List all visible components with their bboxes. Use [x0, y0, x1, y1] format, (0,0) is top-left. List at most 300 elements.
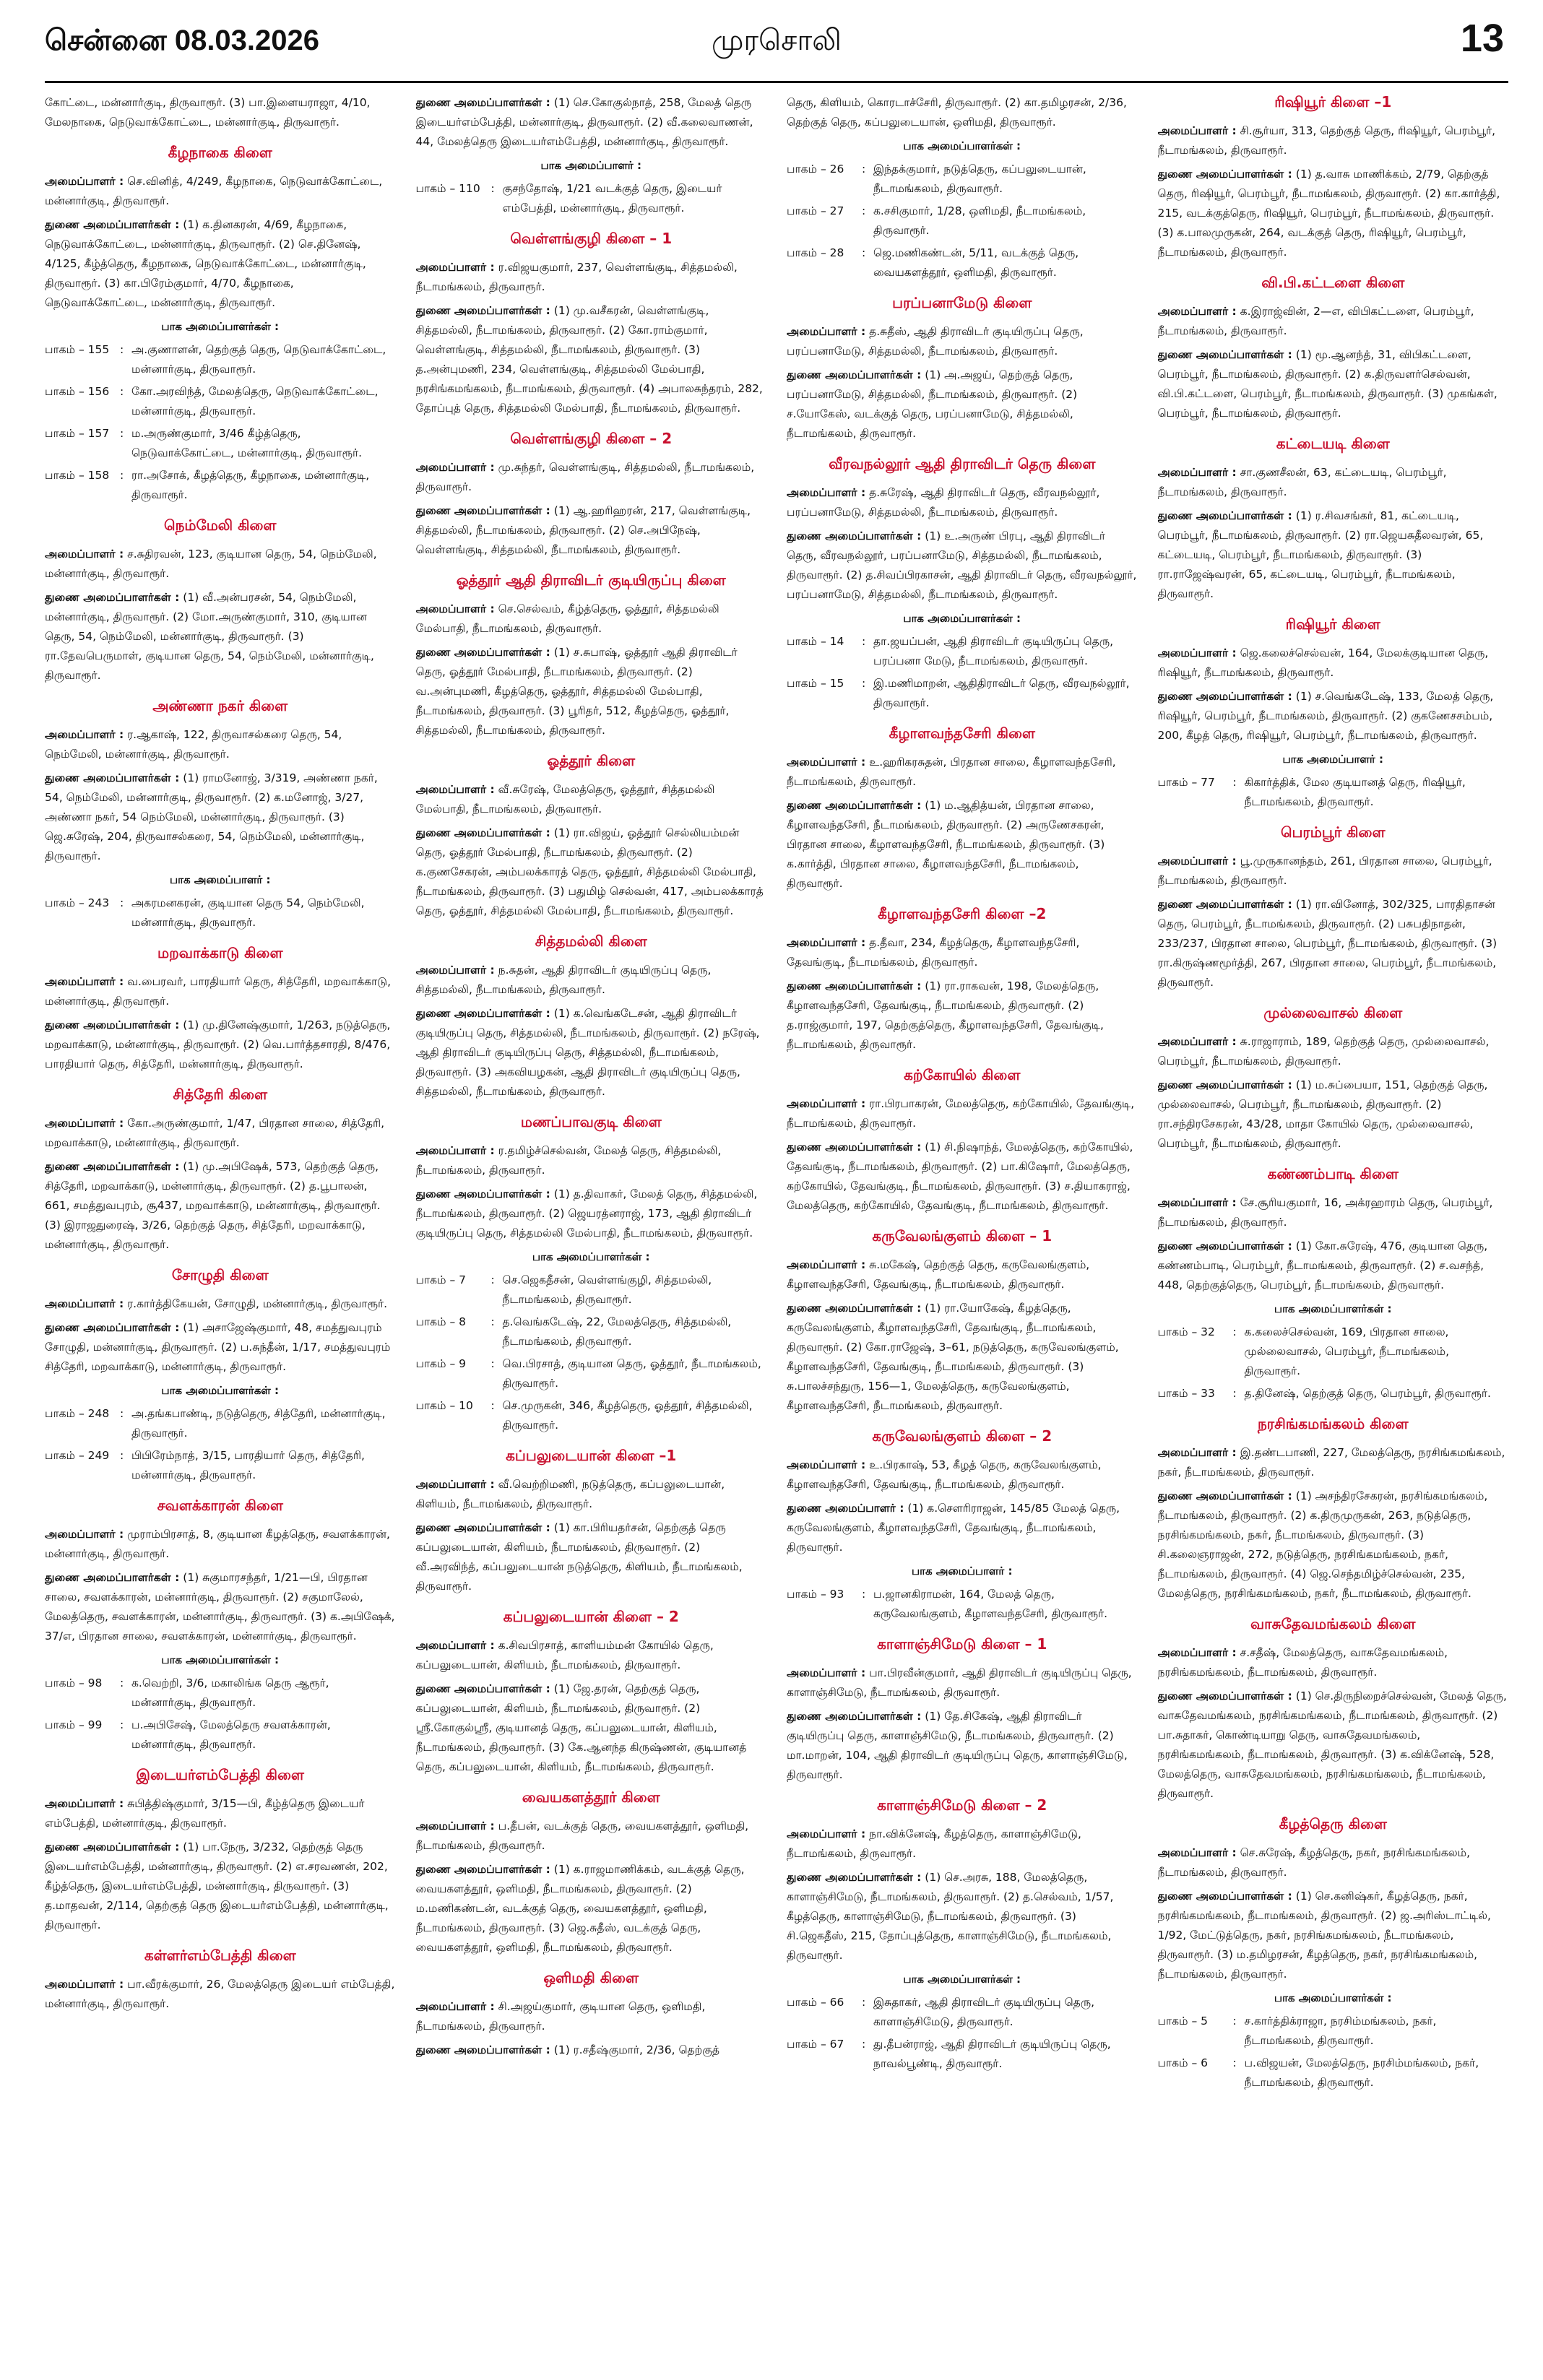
deputy-organisers-text: (1) ராமனோஜ், 3/319, அண்ணா நகர், 54, நெம்மேலி, மன்னார்குடி, திருவாரூர். (2) க.மனோஜ், 3/27, அண்ணா நகர், 54 நெம்மேலி, மன்னார்குடி, திருவாரூர். (3) ஜெ.சுரேஷ், 204, திருவாசல்கரை, 54, நெம்மேலி, மன்னார்குடி, திருவாரூர்.: [45, 771, 378, 862]
deputy-organisers-entry: [1158, 1237, 1509, 1295]
deputy-organisers-label: துணை அமைப்பாளர்கள் :: [1157, 1890, 1292, 1903]
booth-entry: [1158, 2054, 1509, 2093]
booth-organisers-heading: பாக அமைப்பாளர்கள் :: [161, 1384, 280, 1397]
organiser-label: அமைப்பாளர் :: [1157, 854, 1237, 867]
branch-section: [787, 294, 1138, 443]
branch-title: நெம்மேலி கிளை: [164, 516, 277, 534]
deputy-organisers-label: துணை அமைப்பாளர்கள் :: [415, 1863, 550, 1876]
booth-number: பாகம் – 33: [1157, 1387, 1215, 1400]
branch-section: [787, 455, 1138, 713]
booth-organisers-heading: பாக அமைப்பாளர் :: [169, 873, 271, 886]
organiser-text: சு.மகேஷ், தெற்குத் தெரு, கருவேலங்குளம், கீழாளவந்தசேரி, தேவங்குடி, நீடாமங்கலம், திருவாரூர்.: [787, 1258, 1090, 1291]
branch-title: இடையர்எம்பேத்தி கிளை: [136, 1766, 304, 1783]
deputy-organisers-label: துணை அமைப்பாளர்கள் :: [1157, 509, 1292, 522]
branch-title: நரசிங்கமங்கலம் கிளை: [1257, 1415, 1409, 1432]
deputy-organisers-text: (1) செ.கோகுல்நாத், 258, மேலத் தெரு இடையர்எம்பேத்தி, மன்னார்குடி, திருவாரூர். (2) வீ.கலைவாணன், 44, மேலத்தெரு இடையர்எம்பேத்தி, மன்னார்குடி, திருவாரூர்.: [415, 96, 753, 148]
branch-section: [1158, 1415, 1509, 1604]
booth-organiser-text: ரா.அசோக், கீழத்தெரு, கீழநாகை, மன்னார்குடி, திருவாரூர்.: [131, 469, 370, 501]
organiser-text: பா.வீரக்குமார், 26, மேலத்தெரு இடையர் எம்பேத்தி, மன்னார்குடி, திருவாரூர்.: [45, 1978, 395, 2010]
booth-organiser-text: ப.அபிசேஷ், மேலத்தெரு சவளக்காரன், மன்னார்குடி, திருவாரூர்.: [131, 1718, 331, 1751]
organiser-text: ரா.பிரபாகரன், மேலத்தெரு, கற்கோயில், தேவங்குடி, நீடாமங்கலம், திருவாரூர்.: [787, 1097, 1135, 1130]
deputy-organisers-entry: [1158, 687, 1509, 745]
deputy-organisers-label: துணை அமைப்பாளர்கள் :: [415, 826, 550, 839]
organiser-text: ர.ஆகாஷ், 122, திருவாசல்கரை தெரு, 54, நெம்மேலி, மன்னார்குடி, திருவாரூர்.: [45, 728, 342, 761]
organiser-label: அமைப்பாளர் :: [415, 783, 495, 796]
deputy-organisers-text: (1) மூ.ஆனந்த், 31, விபிகட்டளை, பெரம்பூர், நீடாமங்கலம், திருவாரூர். (2) க.திருவளர்செல்வன், வி.பி.கட்டளை, பெரம்பூர், நீடாமங்கலம், திருவாரூர். (3) முகங்கள், பெரம்பூர், நீடாமங்கலம், திருவாரூர்.: [1157, 348, 1497, 420]
booth-entry: [45, 1674, 396, 1713]
booth-separator: :: [490, 1315, 495, 1328]
booth-number: பாகம் – 7: [415, 1273, 466, 1286]
organiser-entry: [787, 1455, 1138, 1494]
deputy-organisers-label: துணை அமைப்பாளர்கள் :: [415, 2043, 550, 2056]
branch-title: பரப்பனாமேடு கிளை: [892, 294, 1032, 311]
branch-title: வாசுதேவமங்கலம் கிளை: [1250, 1615, 1416, 1632]
organiser-entry: [787, 322, 1138, 361]
booth-organiser-text: க.கலைச்செல்வன், 169, பிரதான சாலை, முல்லைவாசல், பெரம்பூர், நீடாமங்கலம், திருவாரூர்.: [1244, 1325, 1450, 1377]
organiser-entry: [45, 1794, 396, 1833]
organiser-text: வீ.வெற்றிமணி, நடுத்தெரு, கப்பலுடையான், கிளியம், நீடாமங்கலம், திருவாரூர்.: [415, 1478, 725, 1510]
branch-section: [787, 93, 1138, 282]
organiser-label: அமைப்பாளர் :: [1157, 1446, 1237, 1459]
deputy-organisers-entry: [1158, 1487, 1509, 1604]
booth-separator: :: [1232, 2056, 1237, 2069]
booth-organiser-text: தா.ஜயப்பன், ஆதி திராவிடர் குடியிருப்பு தெரு, பரப்பனா மேடு, நீடாமங்கலம், திருவாரூர்.: [873, 635, 1114, 667]
column-1: [45, 93, 396, 2361]
deputy-organisers-label: துணை அமைப்பாளர்கள் :: [45, 771, 180, 784]
branch-title: சோழுதி கிளை: [171, 1266, 269, 1284]
deputy-organisers-entry: [416, 823, 767, 921]
deputy-organisers-text: (1) ர.சிவசங்கர், 81, கட்டையடி, பெரம்பூர், நீடாமங்கலம், திருவாரூர். (2) ரா.ஜெயசுதீலவரன், 65, கட்டையடி, பெரம்பூர், நீடாமங்கலம், திருவாரூர். (3) ரா.ராஜேஷ்வரன், 65, கட்டையடி, பெரம்பூர், நீடாமங்கலம், திருவாரூர்.: [1157, 509, 1484, 600]
organiser-entry: [45, 172, 396, 211]
booth-number: பாகம் – 28: [787, 246, 844, 259]
booth-entry: [787, 1993, 1138, 2032]
branch-title: கள்ளர்எம்பேத்தி கிளை: [144, 1947, 296, 1964]
organiser-label: அமைப்பாளர் :: [1157, 305, 1237, 318]
branch-title: சித்தமல்லி கிளை: [535, 932, 647, 950]
booth-number: பாகம் – 249: [45, 1449, 110, 1462]
booth-entry: [1158, 773, 1509, 812]
organiser-label: அமைப்பாளர் :: [1157, 646, 1237, 659]
booth-number: பாகம் – 8: [415, 1315, 466, 1328]
booth-organiser-text: அ.குணாளன், தெற்குத் தெரு, நெடுவாக்கோட்டை, மன்னார்குடி, திருவாரூர்.: [131, 343, 386, 376]
booth-separator: :: [490, 182, 495, 195]
branch-title: கண்ணம்பாடி கிளை: [1267, 1165, 1399, 1182]
branch-section: [416, 230, 767, 418]
booth-organisers-heading: பாக அமைப்பாளர்கள் :: [1274, 1302, 1392, 1315]
organiser-label: அமைப்பாளர் :: [787, 936, 866, 949]
booth-entry: [787, 160, 1138, 199]
deputy-organisers-label: துணை அமைப்பாளர்கள் :: [1157, 898, 1292, 911]
deputy-organisers-label: துணை அமைப்பாளர்கள் :: [45, 1160, 180, 1173]
deputy-organisers-entry: [416, 1860, 767, 1957]
branch-section: [787, 1796, 1138, 2074]
column-3: [787, 93, 1138, 2361]
organiser-label: அமைப்பாளர் :: [1157, 1846, 1237, 1859]
organiser-entry: [1158, 644, 1509, 683]
booth-separator: :: [120, 427, 124, 440]
branch-section: [416, 1788, 767, 1957]
booth-entry: [416, 1354, 767, 1393]
deputy-organisers-entry: [416, 501, 767, 560]
deputy-organisers-label: துணை அமைப்பாளர்கள் :: [787, 1141, 922, 1154]
organiser-label: அமைப்பாளர் :: [45, 1978, 124, 1991]
deputy-organisers-entry: [787, 977, 1138, 1055]
deputy-organisers-entry: [45, 1016, 396, 1074]
branch-section: [45, 1947, 396, 2014]
booth-separator: :: [1232, 2015, 1237, 2028]
booth-number: பாகம் – 9: [415, 1357, 466, 1370]
booth-entry: [787, 632, 1138, 671]
organiser-entry: [416, 961, 767, 1000]
deputy-organisers-text: (1) ரா.விஜய், ஓத்தூர் செல்லியம்மன் தெரு, ஓத்தூர் மேல்பாதி, நீடாமங்கலம், திருவாரூர். (2) க.குணசேகரன், அம்பலக்காரத் தெரு, ஓத்தூர், சித்தமல்லி மேல்பாதி, நீடாமங்கலம், திருவாரூர். (3) பதுமிழ் செல்வன், 417, அம்பலக்காரத் தெரு, ஓத்தூர், சித்தமல்லி மேல்பாதி, நீடாமங்கலம், திருவாரூர்.: [415, 826, 764, 917]
booth-number: பாகம் – 32: [1157, 1325, 1215, 1338]
branch-title: கீழாளவந்தசேரி கிளை –2: [878, 905, 1047, 922]
organiser-label: அமைப்பாளர் :: [787, 1666, 866, 1679]
deputy-organisers-text: (1) கோ.சுரேஷ், 476, குடியான தெரு, கண்ணம்பாடி, பெரம்பூர், நீடாமங்கலம், திருவாரூர். (2) ச.வசந்த், 448, தெற்குத்தெரு, பெரம்பூர், நீடாமங்கலம், திருவாரூர்.: [1157, 1239, 1488, 1291]
organiser-text: க.இராஜ்வின், 2—எ, விபிகட்டளை, பெரம்பூர், நீடாமங்கலம், திருவாரூர்.: [1157, 305, 1474, 337]
branch-title: சவளக்காரன் கிளை: [157, 1497, 283, 1514]
deputy-organisers-entry: [1158, 506, 1509, 604]
organiser-text: ர.தமிழ்ச்செல்வன், மேலத் தெரு, சித்தமல்லி, நீடாமங்கலம், திருவாரூர்.: [415, 1144, 722, 1177]
branch-section: [45, 93, 396, 132]
page-number: 13: [1460, 17, 1504, 60]
booth-entry: [787, 674, 1138, 713]
deputy-organisers-entry: [45, 215, 396, 313]
deputy-organisers-label: துணை அமைப்பாளர்கள் :: [787, 979, 922, 992]
booth-organiser-text: த.தினேஷ், தெற்குத் தெரு, பெரம்பூர், திருவாரூர்.: [1244, 1387, 1491, 1400]
deputy-organisers-text: (1) அசாஜேஷ்குமார், 48, சமத்துவபுரம் சோழுதி, மன்னார்குடி, திருவாரூர். (2) ப.சுந்தீன், 1/17, சமத்துவபுரம் சித்தேரி, மறவாக்காடு, மன்னார்குடி, திருவாரூர்.: [45, 1321, 391, 1373]
deputy-organisers-label: துணை அமைப்பாளர் :: [787, 1502, 904, 1515]
organiser-entry: [1158, 302, 1509, 341]
deputy-organisers-text: (1) அ.அஜய், தெற்குத் தெரு, பரப்பனாமேடு, சித்தமல்லி, நீடாமங்கலம், திருவாரூர். (2) ச.யோகேஸ், வடக்குத் தெரு, பரப்பனாமேடு, சித்தமல்லி, நீடாமங்கலம், திருவாரூர்.: [787, 368, 1078, 440]
organiser-entry: [416, 1475, 767, 1514]
organiser-text: ர.விஜயகுமார், 237, வெள்ளங்குடி, சித்தமல்லி, நீடாமங்கலம், திருவாரூர்.: [415, 261, 738, 293]
booth-entry: [787, 1585, 1138, 1624]
booth-separator: :: [490, 1399, 495, 1412]
branch-section: [787, 1635, 1138, 1785]
deputy-organisers-entry: [787, 1707, 1138, 1785]
deputy-organisers-text: (1) மு.வசீகரன், வெள்ளங்குடி, சித்தமல்லி, நீடாமங்கலம், திருவாரூர். (2) கோ.ராம்குமார், வெள்ளங்குடி, சித்தமல்லி, நீடாமங்கலம், திருவாரூர். (3) த.அன்புமணி, 234, வெள்ளங்குடி, சித்தமல்லி மேல்பாதி, நரசிங்கமங்கலம், நீடாமங்கலம், திருவாரூர். (4) அபாலசுந்தரம், 282, தோப்புத் தெரு, சித்தமல்லி மேல்பாதி, நீடாமங்கலம், திருவாரூர்.: [415, 304, 763, 415]
deputy-organisers-entry: [1158, 1687, 1509, 1804]
organiser-label: அமைப்பாளர் :: [787, 1827, 866, 1840]
organiser-text: நா.விக்னேஷ், கீழத்தெரு, காளாஞ்சிமேடு, நீடாமங்கலம், திருவாரூர்.: [787, 1827, 1081, 1860]
branch-section: [416, 93, 767, 218]
deputy-organisers-text: (1) ம.ஆதித்யன், பிரதான சாலை, கீழாளவந்தசேரி, நீடாமங்கலம், திருவாரூர். (2) அருணேசகரன், பிரதான சாலை, கீழாளவந்தசேரி, நீடாமங்கலம், திருவாரூர். (3) க.கார்த்தி, பிரதான சாலை, கீழாளவந்தசேரி, நீடாமங்கலம், திருவாரூர்.: [787, 799, 1105, 890]
deputy-organisers-entry: [45, 1838, 396, 1935]
branch-section: [787, 724, 1138, 893]
branch-section: [1158, 1004, 1509, 1154]
booth-number: பாகம் – 15: [787, 677, 844, 690]
booth-separator: :: [120, 469, 124, 482]
organiser-text: க.சிவபிரசாத், காளியம்மன் கோயில் தெரு, கப்பலுடையான், கிளியம், நீடாமங்கலம், திருவாரூர்.: [415, 1639, 714, 1671]
booth-number: பாகம் – 98: [45, 1676, 103, 1689]
booth-number: பாகம் – 158: [45, 469, 110, 482]
branch-section: [416, 752, 767, 921]
deputy-organisers-text: (1) ஆ.ஹரிஹரன், 217, வெள்ளங்குடி, சித்தமல்லி, நீடாமங்கலம், திருவாரூர். (2) செ.அபிநேஷ், வெள்ளங்குடி, சித்தமல்லி, நீடாமங்கலம், திருவாரூர்.: [415, 504, 751, 556]
booth-separator: :: [120, 1407, 124, 1420]
booth-separator: :: [862, 204, 866, 217]
organiser-entry: [1158, 463, 1509, 502]
organiser-entry: [416, 780, 767, 819]
organiser-label: அமைப்பாளர் :: [415, 2000, 495, 2013]
branch-title: கருவேலங்குளம் கிளை – 2: [872, 1427, 1053, 1445]
branch-section: [1158, 435, 1509, 604]
organiser-entry: [787, 933, 1138, 972]
booth-separator: :: [862, 1588, 866, 1601]
deputy-organisers-entry: [416, 1679, 767, 1777]
booth-separator: :: [490, 1273, 495, 1286]
deputy-organisers-text: (1) க.ராஜமாணிக்கம், வடக்குத் தெரு, வையகளத்தூர், ஒளிமதி, நீடாமங்கலம், திருவாரூர். (2) ம.மணிகண்டன், வடக்குத் தெரு, வையகளத்தூர், ஒளிமதி, நீடாமங்கலம், திருவாரூர். (3) ஜெ.சுதீஸ், வடக்குத் தெரு, வையகளத்தூர், ஒளிமதி, நீடாமங்கலம், திருவாரூர்.: [415, 1863, 745, 1954]
booth-separator: :: [120, 1718, 124, 1731]
organiser-label: அமைப்பாளர் :: [45, 728, 124, 741]
booth-organiser-text: செ.முருகன், 346, கீழத்தெரு, ஓத்தூர், சித்தமல்லி, திருவாரூர்.: [502, 1399, 753, 1432]
booth-separator: :: [862, 2038, 866, 2051]
branch-title: அண்ணா நகர் கிளை: [152, 697, 288, 714]
organiser-entry: [787, 483, 1138, 522]
deputy-organisers-label: துணை அமைப்பாளர்கள் :: [45, 591, 180, 604]
booth-separator: :: [490, 1357, 495, 1370]
deputy-organisers-label: துணை அமைப்பாளர்கள் :: [415, 646, 550, 659]
deputy-organisers-entry: [787, 1138, 1138, 1216]
branch-title: கீழநாகை கிளை: [168, 144, 272, 161]
booth-organiser-text: இசுதாகர், ஆதி திராவிடர் குடியிருப்பு தெரு, காளாஞ்சிமேடு, திருவாரூர்.: [873, 1996, 1095, 2028]
booth-organiser-text: அ.தங்கபாண்டி, நடுத்தெரு, சித்தேரி, மன்னார்குடி, திருவாரூர்.: [131, 1407, 386, 1440]
organiser-text: இ.தண்டபாணி, 227, மேலத்தெரு, நரசிங்கமங்கலம், நகர், நீடாமங்கலம், திருவாரூர்.: [1157, 1446, 1505, 1479]
booth-entry: [787, 243, 1138, 282]
organiser-text: பூ.முருகானந்தம், 261, பிரதான சாலை, பெரம்பூர், நீடாமங்கலம், திருவாரூர்.: [1157, 854, 1492, 887]
deputy-organisers-text: (1) வீ.அன்பரசன், 54, நெம்மேலி, மன்னார்குடி, திருவாரூர். (2) மோ.அருண்குமார், 310, குடியான தெரு, 54, நெம்மேலி, மன்னார்குடி, திருவாரூர். (3) ரா.தேவபெருமாள், குடியான தெரு, 54, நெம்மேலி, மன்னார்குடி, திருவாரூர்.: [45, 591, 374, 682]
organiser-entry: [416, 1817, 767, 1856]
booth-organiser-text: செ.ஜெகதீசன், வெள்ளங்குழி, சித்தமல்லி, நீடாமங்கலம், திருவாரூர்.: [502, 1273, 712, 1306]
organiser-label: அமைப்பாளர் :: [45, 548, 124, 561]
organiser-text: சே.சூரியகுமார், 16, அக்ரஹாரம் தெரு, பெரம்பூர், நீடாமங்கலம், திருவாரூர்.: [1157, 1196, 1493, 1229]
masthead: [45, 0, 1508, 83]
organiser-text: த.சுதீஸ், ஆதி திராவிடர் குடியிருப்பு தெரு, பரப்பனாமேடு, சித்தமல்லி, நீடாமங்கலம், திருவாரூர்.: [787, 325, 1084, 358]
booth-separator: :: [862, 1996, 866, 2009]
article-columns: [45, 93, 1508, 2361]
organiser-entry: [45, 972, 396, 1011]
deputy-organisers-label: துணை அமைப்பாளர்கள் :: [787, 799, 922, 812]
organiser-entry: [45, 93, 396, 132]
organiser-text: மு.சுந்தர், வெள்ளங்குடி, சித்தமல்லி, நீடாமங்கலம், திருவாரூர்.: [415, 461, 755, 493]
booth-organiser-text: இ.மணிமாறன், ஆதிதிராவிடர் தெரு, வீரவநல்லூர், திருவாரூர்.: [873, 677, 1130, 709]
deputy-organisers-label: துணை அமைப்பாளர்கள் :: [415, 1521, 550, 1534]
organiser-entry: [45, 1525, 396, 1564]
branch-section: [1158, 1815, 1509, 2093]
booth-number: பாகம் – 5: [1157, 2015, 1208, 2028]
deputy-organisers-text: (1) ச.வெங்கடேஷ், 133, மேலத் தெரு, ரிஷியூர், பெரம்பூர், நீடாமங்கலம், திருவாரூர். (2) குகணேசசம்பம், 200, கீழத் தெரு, ரிஷியூர், பெரம்பூர், நீடாமங்கலம், திருவாரூர்.: [1157, 690, 1494, 742]
booth-entry: [787, 2035, 1138, 2074]
booth-organiser-text: வெ.பிரசாத், குடியான தெரு, ஓத்தூர், நீடாமங்கலம், திருவாரூர்.: [502, 1357, 761, 1390]
deputy-organisers-text: (1) க.தினகரன், 4/69, கீழநாகை, நெடுவாக்கோட்டை, மன்னார்குடி, திருவாரூர். (2) செ.தினேஷ், 4/125, கீழ்த்தெரு, கீழநாகை, நெடுவாக்கோட்டை, மன்னார்குடி, திருவாரூர். (3) கா.பிரேம்குமார், 4/70, கீழநாகை, நெடுவாக்கோட்டை, மன்னார்குடி, திருவாரூர்.: [45, 218, 366, 309]
organiser-label: அமைப்பாளர் :: [415, 964, 495, 977]
booth-organiser-text: ம.அருண்குமார், 3/46 கீழ்த்தெரு, நெடுவாக்கோட்டை, மன்னார்குடி, திருவாரூர்.: [131, 427, 363, 459]
deputy-organisers-entry: [45, 769, 396, 866]
organiser-label: அமைப்பாளர் :: [1157, 1196, 1237, 1209]
branch-title: மறவாக்காடு கிளை: [157, 944, 283, 961]
organiser-text: தெரு, கிளியம், கொரடாச்சேரி, திருவாரூர். (2) கா.தமிழரசன், 2/36, தெற்குத் தெரு, கப்பலுடையான், ஒளிமதி, திருவாரூர்.: [787, 96, 1127, 129]
booth-organisers-heading: பாக அமைப்பாளர்கள் :: [161, 320, 280, 333]
deputy-organisers-text: (1) பா.நேரு, 3/232, தெற்குத் தெரு இடையர்எம்பேத்தி, மன்னார்குடி, திருவாரூர். (2) எ.சரவணன், 202, கீழ்த்தெரு, இடையர்எம்பேத்தி, மன்னார்குடி, திருவாரூர். (3) த.மாதவன், 2/114, தெற்குத் தெரு இடையர்எம்பேத்தி, மன்னார்குடி, திருவாரூர்.: [45, 1840, 389, 1931]
deputy-organisers-text: (1) க.வெங்கடேசன், ஆதி திராவிடர் குடியிருப்பு தெரு, சித்தமல்லி, நீடாமங்கலம், திருவாரூர். (2) நரேஷ், ஆதி திராவிடர் குடியிருப்பு தெரு, சித்தமல்லி, நீடாமங்கலம், திருவாரூர். (3) அகவியழகன், ஆதி திராவிடர் குடியிருப்பு தெரு, சித்தமல்லி, நீடாமங்கலம், திருவாரூர்.: [415, 1007, 760, 1098]
deputy-organisers-text: (1) உ.அருண் பிரபு, ஆதி திராவிடர் தெரு, வீரவநல்லூர், பரப்பனாமேடு, சித்தமல்லி, நீடாமங்கலம், திருவாரூர். (2) த.சிவப்பிரகாசன், ஆதி திராவிடர் தெரு, வீரவநல்லூர், பரப்பனாமேடு, சித்தமல்லி, நீடாமங்கலம், திருவாரூர்.: [787, 529, 1137, 601]
deputy-organisers-entry: [45, 1318, 396, 1377]
organiser-label: அமைப்பாளர் :: [787, 1097, 866, 1110]
deputy-organisers-text: (1) மு.அபிஷேக், 573, தெற்குத் தெரு, சித்தேரி, மறவாக்காடு, மன்னார்குடி, திருவாரூர். (2) த.பூபாலன், 661, சமத்துவபுரம், சூ437, மறவாக்காடு, மன்னார்குடி, திருவாரூர். (3) இராஜதுரைஷ், 3/26, தெற்குத் தெரு, சித்தேரி, மறவாக்காடு, மன்னார்குடி, திருவாரூர்.: [45, 1160, 381, 1251]
organiser-entry: [787, 753, 1138, 792]
branch-section: [1158, 615, 1509, 812]
organiser-text: த.தீவா, 234, கீழத்தெரு, கீழாளவந்தசேரி, தேவங்குடி, நீடாமங்கலம், திருவாரூர்.: [787, 936, 1080, 969]
branch-section: [787, 1227, 1138, 1416]
branch-section: [45, 1266, 396, 1485]
deputy-organisers-text: (1) த.திவாகர், மேலத் தெரு, சித்தமல்லி, நீடாமங்கலம், திருவாரூர். (2) ஜெயரத்னராஜ், 173, ஆதி திராவிடர் குடியிருப்பு தெரு, சித்தமல்லி மேல்பாதி, நீடாமங்கலம், திருவாரூர்.: [415, 1187, 758, 1239]
organiser-text: கோ.அருண்குமார், 1/47, பிரதான சாலை, சித்தேரி, மறவாக்காடு, மன்னார்குடி, திருவாரூர்.: [45, 1117, 385, 1149]
booth-number: பாகம் – 93: [787, 1588, 844, 1601]
organiser-label: அமைப்பாளர் :: [1157, 124, 1237, 137]
branch-title: ரிஷியூர் கிளை: [1285, 615, 1380, 633]
deputy-organisers-text: (1) ரா.வினோத், 302/325, பாரதிதாசன் தெரு, பெரம்பூர், நீடாமங்கலம், திருவாரூர். (2) பசுபதிநாதன், 233/237, பிரதான சாலை, பெரம்பூர், நீடாமங்கலம், திருவாரூர். (3) ரா.கிருஷ்ணமூர்த்தி, 267, பிரதான சாலை, பெரம்பூர், நீடாமங்கலம், திருவாரூர்.: [1157, 898, 1497, 989]
organiser-label: அமைப்பாளர் :: [1157, 1035, 1237, 1048]
branch-title: காளாஞ்சிமேடு கிளை – 1: [877, 1635, 1047, 1653]
deputy-organisers-label: துணை அமைப்பாளர்கள் :: [787, 368, 922, 381]
organiser-label: அமைப்பாளர் :: [45, 1528, 124, 1541]
booth-organisers-heading: பாக அமைப்பாளர் :: [1282, 753, 1383, 766]
organiser-text: சுபித்திஷ்குமார், 3/15—பி, கீழ்த்தெரு இடையர் எம்பேத்தி, மன்னார்குடி, திருவாரூர்.: [45, 1797, 365, 1830]
organiser-label: அமைப்பாளர் :: [1157, 1646, 1237, 1659]
organiser-text: சி.சூர்யா, 313, தெற்குத் தெரு, ரிஷியூர், பெரம்பூர், நீடாமங்கலம், திருவாரூர்.: [1157, 124, 1496, 157]
organiser-entry: [416, 458, 767, 497]
branch-title: காளாஞ்சிமேடு கிளை – 2: [877, 1796, 1047, 1814]
organiser-entry: [45, 1114, 396, 1153]
booth-separator: :: [1232, 1387, 1237, 1400]
branch-title: வெள்ளங்குழி கிளை – 1: [510, 230, 673, 247]
booth-organiser-text: ஜெ.மணிகண்டன், 5/11, வடக்குத் தெரு, வையகளத்தூர், ஒளிமதி, திருவாரூர்.: [873, 246, 1079, 279]
branch-section: [787, 1066, 1138, 1216]
deputy-organisers-label: துணை அமைப்பாளர்கள் :: [1157, 1239, 1292, 1252]
deputy-organisers-entry: [787, 1868, 1138, 1965]
deputy-organisers-entry: [416, 643, 767, 740]
deputy-organisers-label: துணை அமைப்பாளர்கள் :: [415, 504, 550, 517]
organiser-entry: [1158, 1643, 1509, 1682]
organiser-text: உ.பிரகாஷ், 53, கீழத் தெரு, கருவேலங்குளம், கீழாளவந்தசேரி, தேவங்குடி, நீடாமங்கலம், திருவாரூர்.: [787, 1458, 1102, 1491]
organiser-text: பா.பிரவீன்குமார், ஆதி திராவிடர் குடியிருப்பு தெரு, காளாஞ்சிமேடு, நீடாமங்கலம், திருவாரூர்.: [787, 1666, 1132, 1699]
deputy-organisers-text: (1) ம.சுப்பையா, 151, தெற்குத் தெரு, முல்லைவாசல், பெரம்பூர், நீடாமங்கலம், திருவாரூர். (2) ரா.சந்திரசேகரன், 43/28, மாதா கோயில் தெரு, முல்லைவாசல், பெரம்பூர், நீடாமங்கலம், திருவாரூர்.: [1157, 1078, 1488, 1150]
booth-number: பாகம் – 248: [45, 1407, 110, 1420]
booth-number: பாகம் – 155: [45, 343, 110, 356]
organiser-label: அமைப்பாளர் :: [415, 261, 495, 274]
deputy-organisers-text: (1) சி.நிஷாந்த், மேலத்தெரு, கற்கோயில், தேவங்குடி, நீடாமங்கலம், திருவாரூர். (2) பா.கிஷோர், மேலத்தெரு, கற்கோயில், தேவங்குடி, நீடாமங்கலம், திருவாரூர். (3) ச.தியாகராஜ், மேலத்தெரு, கற்கோயில், தேவங்குடி, நீடாமங்கலம், திருவாரூர்.: [787, 1141, 1133, 1212]
booth-entry: [45, 424, 396, 463]
deputy-organisers-label: துணை அமைப்பாளர்கள் :: [1157, 168, 1292, 181]
branch-section: [416, 1447, 767, 1596]
booth-separator: :: [862, 677, 866, 690]
booth-separator: :: [862, 163, 866, 176]
organiser-label: அமைப்பாளர் :: [787, 325, 866, 338]
deputy-organisers-entry: [416, 1518, 767, 1596]
deputy-organisers-label: துணை அமைப்பாளர்கள் :: [415, 96, 550, 109]
deputy-organisers-text: (1) ரா.யோகேஷ், கீழத்தெரு, கருவேலங்குளம், கீழாளவந்தசேரி, தேவங்குடி, நீடாமங்கலம், திருவாரூர். (2) கோ.ராஜேஷ், 3–61, நடுத்தெரு, கருவேலங்குளம், கீழாளவந்தசேரி, தேவங்குடி, நீடாமங்கலம், திருவாரூர். (3) சு.பாலச்சந்துரு, 156—1, மேலத்தெரு, கருவேலங்குளம், கீழாளவந்தசேரி, நீடாமங்கலம், திருவாரூர்.: [787, 1302, 1119, 1412]
branch-section: [1158, 93, 1509, 262]
organiser-text: சா.குணசீலன், 63, கட்டையடி, பெரம்பூர், நீடாமங்கலம், திருவாரூர்.: [1157, 466, 1447, 498]
booth-organiser-text: கிகார்த்திக், மேல குடியானத் தெரு, ரிஷியூர், நீடாமங்கலம், திருவாரூர்.: [1244, 776, 1466, 808]
organiser-label: அமைப்பாளர் :: [415, 1639, 495, 1652]
organiser-text: த.சுரேஷ், ஆதி திராவிடர் தெரு, வீரவநல்லூர், பரப்பனாமேடு, சித்தமல்லி, நீடாமங்கலம், திருவாரூர்.: [787, 486, 1100, 519]
booth-separator: :: [120, 343, 124, 356]
branch-title: ஓத்தூர் ஆதி திராவிடர் குடியிருப்பு கிளை: [456, 571, 726, 589]
organiser-label: அமைப்பாளர் :: [45, 1797, 124, 1810]
booth-number: பாகம் – 110: [415, 182, 480, 195]
branch-section: [45, 944, 396, 1074]
booth-number: பாகம் – 156: [45, 385, 110, 398]
deputy-organisers-text: (1) அசந்திரசேகரன், நரசிங்கமங்கலம், நீடாமங்கலம், திருவாரூர். (2) க.திருமுருகன், 263, நடுத்தெரு, நரசிங்கமங்கலம், நகர், நீடாமங்கலம், திருவாரூர். (3) சி.கலைஞராஜன், 272, நடுத்தெரு, நரசிங்கமங்கலம், நகர், நீடாமங்கலம், திருவாரூர். (4) ஜெ.செந்தமிழ்ச்செல்வன், 235, மேலத்தெரு, நரசிங்கமங்கலம், நகர், நீடாமங்கலம், திருவாரூர்.: [1157, 1489, 1488, 1600]
deputy-organisers-text: (1) சுகுமாரசந்தர், 1/21—பி, பிரதான சாலை, சவளக்காரன், மன்னார்குடி, திருவாரூர். (2) சகுமாலேல், மேலத்தெரு, சவளக்காரன், மன்னார்குடி, திருவாரூர். (3) க.அபிஷேக், 37/எ, பிரதான சாலை, சவளக்காரன், மன்னார்குடி, திருவாரூர்.: [45, 1571, 395, 1643]
organiser-text: சு.ராஜாராம், 189, தெற்குத் தெரு, முல்லைவாசல், பெரம்பூர், நீடாமங்கலம், திருவாரூர்.: [1157, 1035, 1490, 1068]
deputy-organisers-text: (1) ஜே.தரன், தெற்குத் தெரு, கப்பலுடையான், கிளியம், நீடாமங்கலம், திருவாரூர். (2) ஸ்ரீ.கோகுல்ஸ்ரீ, குடியானத் தெரு, கப்பலுடையான், கிளியம், நீடாமங்கலம், திருவாரூர். (3) கே.ஆனந்த கிருஷ்ணன், குடியானத் தெரு, கப்பலுடையான், கிளியம், நீடாமங்கலம், திருவாரூர்.: [415, 1682, 747, 1773]
booth-entry: [416, 1396, 767, 1435]
deputy-organisers-label: துணை அமைப்பாளர்கள் :: [1157, 690, 1292, 703]
booth-entry: [45, 1715, 396, 1754]
branch-title: பெரம்பூர் கிளை: [1280, 823, 1386, 841]
booth-entry: [45, 1404, 396, 1443]
organiser-text: வீ.சுரேஷ், மேலத்தெரு, ஓத்தூர், சித்தமல்லி மேல்பாதி, நீடாமங்கலம், திருவாரூர்.: [415, 783, 715, 815]
booth-entry: [45, 1446, 396, 1485]
organiser-entry: [45, 1294, 396, 1314]
organiser-text: ந.சுதன், ஆதி திராவிடர் குடியிருப்பு தெரு, சித்தமல்லி, நீடாமங்கலம், திருவாரூர்.: [415, 964, 712, 996]
branch-title: ஓத்தூர் கிளை: [547, 752, 636, 769]
organiser-label: அமைப்பாளர் :: [45, 975, 124, 988]
deputy-organisers-text: (1) செ.அரசு, 188, மேலத்தெரு, காளாஞ்சிமேடு, நீடாமங்கலம், திருவாரூர். (2) த.செல்வம், 1/57, கீழத்தெரு, காளாஞ்சிமேடு, நீடாமங்கலம், திருவாரூர். (3) சி.ஜெகதீஸ், 215, தோப்புத்தெரு, காளாஞ்சிமேடு, நீடாமங்கலம், திருவாரூர்.: [787, 1871, 1114, 1962]
organiser-entry: [787, 93, 1138, 132]
branch-section: [416, 571, 767, 740]
branch-section: [45, 697, 396, 932]
deputy-organisers-text: (1) செ.கனிஷ்கர், கீழத்தெரு, நகர், நரசிங்கமங்கலம், நீடாமங்கலம், திருவாரூர். (2) ஜ.அரிஸ்டாட்டில், 1/92, மேட்டுத்தெரு, நகர், நரசிங்கமங்கலம், நீடாமங்கலம், திருவாரூர். (3) ம.தமிழரசன், கீழத்தெரு, நகர், நரசிங்கமங்கலம், நீடாமங்கலம், திருவாரூர்.: [1157, 1890, 1491, 1981]
deputy-organisers-text: (1) ச.சுபாஷ், ஓத்தூர் ஆதி திராவிடர் தெரு, ஓத்தூர் மேல்பாதி, நீடாமங்கலம், திருவாரூர். (2) வ.அன்புமணி, கீழத்தெரு, ஓத்தூர், சித்தமல்லி மேல்பாதி, நீடாமங்கலம், திருவாரூர். (3) பூரிதர், 512, கீழத்தெரு, ஓத்தூர், சித்தமல்லி, நீடாமங்கலம், திருவாரூர்.: [415, 646, 738, 737]
organiser-label: அமைப்பாளர் :: [415, 1478, 495, 1491]
deputy-organisers-label: துணை அமைப்பாளர்கள் :: [1157, 348, 1292, 361]
organiser-text: வ.பைரவர், பாரதியார் தெரு, சித்தேரி, மறவாக்காடு, மன்னார்குடி, திருவாரூர்.: [45, 975, 392, 1008]
organiser-label: அமைப்பாளர் :: [787, 756, 866, 769]
booth-organisers-heading: பாக அமைப்பாளர்கள் :: [903, 139, 1021, 152]
branch-section: [787, 1427, 1138, 1624]
organiser-label: அமைப்பாளர் :: [45, 175, 124, 188]
deputy-organisers-label: துணை அமைப்பாளர்கள் :: [787, 1871, 922, 1884]
booth-separator: :: [1232, 776, 1237, 789]
organiser-entry: [45, 725, 396, 764]
branch-section: [45, 1086, 396, 1255]
branch-section: [416, 932, 767, 1102]
booth-entry: [416, 1312, 767, 1351]
booth-number: பாகம் – 157: [45, 427, 110, 440]
branch-section: [787, 905, 1138, 1055]
organiser-entry: [1158, 121, 1509, 160]
branch-title: கீழாளவந்தசேரி கிளை: [889, 724, 1035, 742]
booth-separator: :: [862, 246, 866, 259]
branch-title: கப்பலுடையான் கிளை – 2: [503, 1608, 679, 1625]
branch-section: [416, 1608, 767, 1777]
deputy-organisers-entry: [416, 301, 767, 418]
deputy-organisers-entry: [787, 1299, 1138, 1416]
deputy-organisers-label: துணை அமைப்பாளர்கள் :: [787, 1302, 922, 1315]
deputy-organisers-text: (1) செ.திருநிறைச்செல்வன், மேலத் தெரு, வாசுதேவமங்கலம், நரசிங்கமங்கலம், நீடாமங்கலம், திருவாரூர். (2) பா.சுதாகர், கொண்டியாறு தெரு, வாசுதேவமங்கலம், நரசிங்கமங்கலம், நீடாமங்கலம், திருவாரூர். (3) க.விக்னேஷ், 528, மேலத்தெரு, வாசுதேவமங்கலம், நரசிங்கமங்கலம், நீடாமங்கலம், திருவாரூர்.: [1157, 1689, 1507, 1800]
booth-number: பாகம் – 10: [415, 1399, 473, 1412]
booth-separator: :: [1232, 1325, 1237, 1338]
deputy-organisers-label: துணை அமைப்பாளர்கள் :: [45, 1571, 180, 1584]
booth-organiser-text: கோ.அரவிந்த், மேலத்தெரு, நெடுவாக்கோட்டை, மன்னார்குடி, திருவாரூர்.: [131, 385, 379, 417]
branch-title: வையகளத்தூர் கிளை: [522, 1788, 660, 1806]
branch-title: வி.பி.கட்டளை கிளை: [1261, 274, 1405, 291]
organiser-entry: [416, 258, 767, 297]
booth-entry: [1158, 2012, 1509, 2051]
